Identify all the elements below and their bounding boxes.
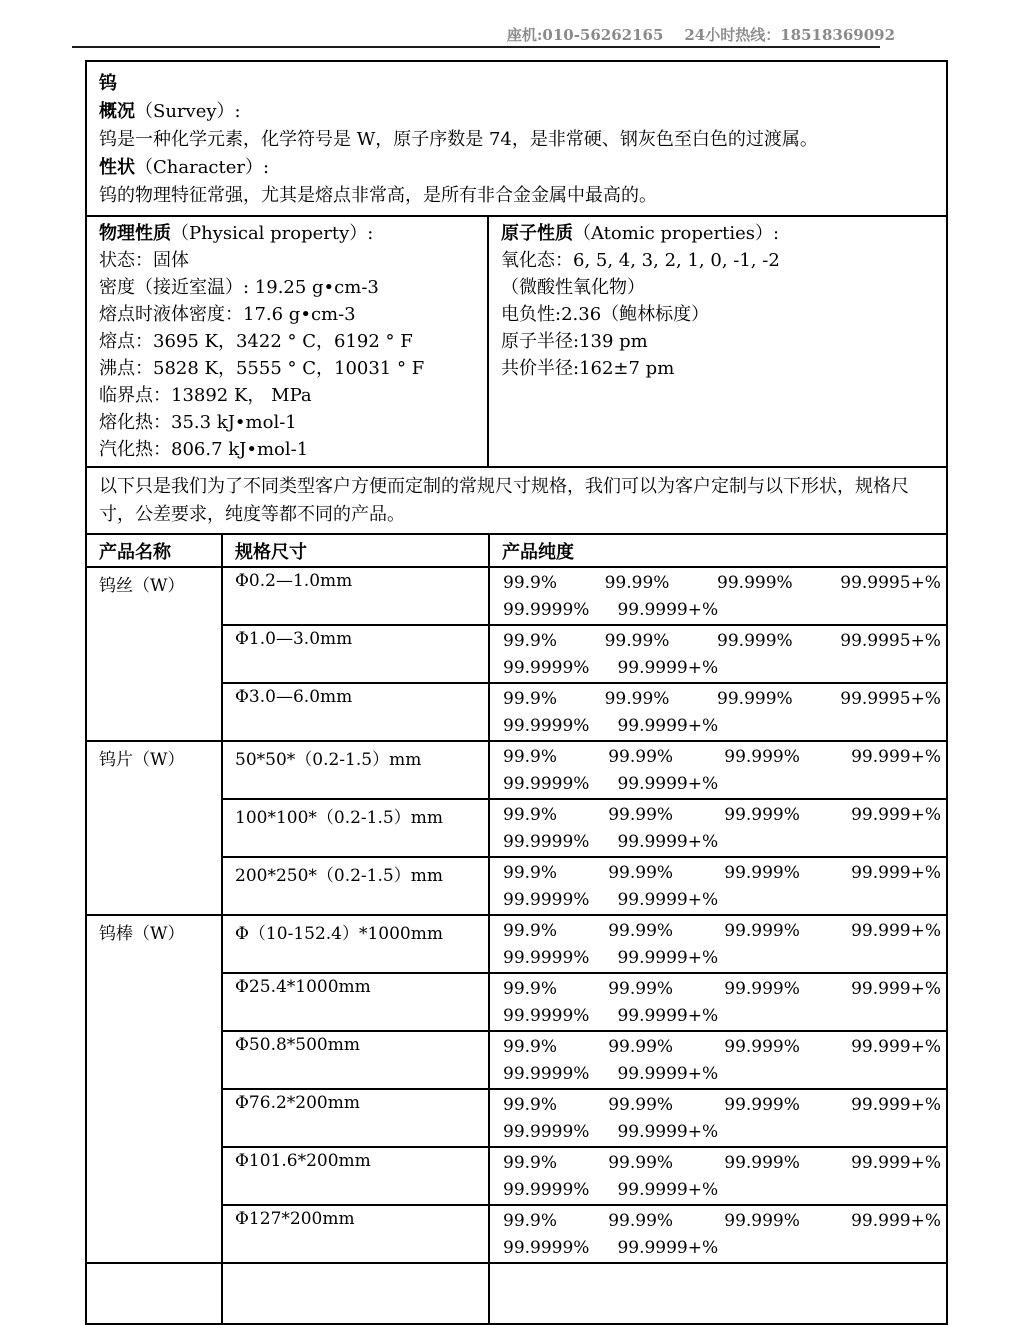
atomic-properties-suffix: （Atomic properties）:	[573, 223, 780, 244]
survey-label: 概况	[99, 101, 135, 122]
purity-line-1	[490, 1150, 946, 1177]
purity-value: 99.9999+%	[617, 890, 719, 910]
purity-value: 99.9999+%	[617, 1238, 719, 1258]
purity-value: 99.9999+%	[617, 832, 719, 852]
purity-value: 99.9%	[503, 631, 558, 651]
product-row	[87, 741, 946, 799]
product-size-cell: Φ3.0—6.0mm	[222, 683, 489, 741]
physical-properties-list	[99, 247, 475, 463]
product-purity-cell	[489, 915, 946, 973]
purity-line-1	[490, 628, 946, 655]
purity-line-2	[490, 771, 946, 798]
survey-heading	[99, 98, 934, 126]
products-table	[87, 533, 946, 1323]
purity-line-1	[490, 918, 946, 945]
product-purity-cell	[489, 973, 946, 1031]
purity-value: 99.999%	[724, 1211, 800, 1231]
product-size-cell: Φ1.0—3.0mm	[222, 625, 489, 683]
purity-value: 99.999%	[717, 689, 793, 709]
purity-value: 99.9999%	[503, 1238, 590, 1258]
atomic-property-line: 电负性:2.36（鲍林标度）	[501, 304, 710, 325]
product-row	[87, 567, 946, 625]
product-purity-cell	[489, 799, 946, 857]
purity-value: 99.999%	[724, 1153, 800, 1173]
purity-line-1	[490, 570, 946, 597]
purity-line-1	[490, 686, 946, 713]
purity-value: 99.9%	[503, 805, 558, 825]
purity-value: 99.9%	[503, 1211, 558, 1231]
product-purity-cell	[489, 1205, 946, 1263]
purity-line-2	[490, 1235, 946, 1262]
atomic-property-line: 氧化态：6, 5, 4, 3, 2, 1, 0, -1, -2	[501, 250, 780, 271]
document-frame	[85, 60, 948, 1325]
atomic-property-line: 共价半径:162±7 pm	[501, 358, 675, 379]
purity-value: 99.9999+%	[617, 1122, 719, 1142]
product-name-cell: 钨丝（W）	[87, 567, 222, 741]
purity-value: 99.99%	[608, 921, 674, 941]
purity-value: 99.9999%	[503, 1122, 590, 1142]
purity-value: 99.999+%	[851, 1037, 941, 1057]
purity-value: 99.999%	[724, 805, 800, 825]
survey-suffix: （Survey）:	[135, 101, 241, 122]
purity-value: 99.9999+%	[617, 948, 719, 968]
purity-value: 99.999%	[724, 863, 800, 883]
purity-line-1	[490, 1208, 946, 1235]
purity-line-2	[490, 1061, 946, 1088]
purity-value: 99.999+%	[851, 805, 941, 825]
purity-value: 99.999%	[724, 747, 800, 767]
purity-line-1	[490, 1034, 946, 1061]
physical-property-line: 熔化热：35.3 kJ•mol-1	[99, 412, 297, 433]
purity-value: 99.99%	[608, 979, 674, 999]
purity-value: 99.9995+%	[840, 631, 941, 651]
purity-value: 99.999%	[724, 979, 800, 999]
purity-value: 99.9999%	[503, 1064, 590, 1084]
purity-value: 99.999%	[717, 573, 793, 593]
purity-value: 99.99%	[608, 1153, 674, 1173]
character-heading	[99, 154, 934, 182]
purity-value: 99.999+%	[851, 747, 941, 767]
product-purity-cell	[489, 625, 946, 683]
physical-property-line: 临界点：13892 K， MPa	[99, 385, 312, 406]
product-size-cell: Φ127*200mm	[222, 1205, 489, 1263]
purity-value: 99.9999+%	[617, 1064, 719, 1084]
purity-line-1	[490, 744, 946, 771]
physical-properties-label: 物理性质	[99, 223, 171, 244]
purity-value: 99.9%	[503, 747, 558, 767]
purity-value: 99.9%	[503, 921, 558, 941]
products-table-header-row	[87, 534, 946, 567]
physical-properties-suffix: （Physical property）:	[171, 223, 374, 244]
purity-value: 99.999+%	[851, 921, 941, 941]
purity-value: 99.9%	[503, 1095, 558, 1115]
product-size-cell: Φ101.6*200mm	[222, 1147, 489, 1205]
purity-value: 99.99%	[608, 863, 674, 883]
purity-value: 99.9999+%	[617, 774, 719, 794]
purity-value: 99.999+%	[851, 979, 941, 999]
physical-property-line: 沸点：5828 K，5555 ° C，10031 ° F	[99, 358, 425, 379]
purity-value: 99.9%	[503, 863, 558, 883]
purity-value: 99.99%	[608, 1211, 674, 1231]
physical-property-line: 熔点时液体密度：17.6 g•cm-3	[99, 304, 356, 325]
col-header-product-name: 产品名称	[87, 534, 222, 567]
atomic-property-line: 原子半径:139 pm	[501, 331, 648, 352]
purity-value: 99.999%	[724, 1037, 800, 1057]
header-divider	[72, 46, 880, 48]
product-size-cell: Φ25.4*1000mm	[222, 973, 489, 1031]
purity-line-2	[490, 887, 946, 914]
purity-value: 99.99%	[608, 805, 674, 825]
purity-line-2	[490, 1177, 946, 1204]
character-text: 钨的物理特征常强，尤其是熔点非常高，是所有非合金金属中最高的。	[99, 185, 657, 206]
contact-phone-header: 座机:010-56262165 24小时热线：18518369092	[506, 26, 895, 44]
purity-value: 99.99%	[604, 631, 670, 651]
purity-value: 99.9999+%	[617, 1180, 719, 1200]
product-size-cell: 200*250*（0.2-1.5）mm	[222, 857, 489, 915]
character-label: 性状	[99, 157, 135, 178]
product-size-cell: 100*100*（0.2-1.5）mm	[222, 799, 489, 857]
purity-value: 99.999+%	[851, 1095, 941, 1115]
purity-line-2	[490, 829, 946, 856]
purity-line-2	[490, 1119, 946, 1146]
purity-value: 99.999%	[724, 921, 800, 941]
physical-property-line: 熔点：3695 K，3422 ° C，6192 ° F	[99, 331, 413, 352]
product-size-cell: Φ（10-152.4）*1000mm	[222, 915, 489, 973]
purity-value: 99.9999+%	[617, 1006, 719, 1026]
product-purity-cell	[489, 567, 946, 625]
purity-line-1	[490, 976, 946, 1003]
element-title: 钨	[99, 73, 117, 94]
product-size-cell: 50*50*（0.2-1.5）mm	[222, 741, 489, 799]
purity-value: 99.9995+%	[840, 573, 941, 593]
product-purity-cell	[489, 1147, 946, 1205]
purity-value: 99.9%	[503, 1037, 558, 1057]
product-row	[87, 915, 946, 973]
purity-line-2	[490, 597, 946, 624]
purity-value: 99.9%	[503, 573, 558, 593]
atomic-properties-heading	[501, 220, 934, 247]
purity-value: 99.99%	[604, 689, 670, 709]
purity-line-1	[490, 1092, 946, 1119]
product-name-cell: 钨片（W）	[87, 741, 222, 915]
purity-value: 99.9995+%	[840, 689, 941, 709]
purity-line-1	[490, 860, 946, 887]
purity-value: 99.999+%	[851, 1211, 941, 1231]
product-size-cell: Φ50.8*500mm	[222, 1031, 489, 1089]
purity-line-2	[490, 945, 946, 972]
properties-section	[87, 215, 946, 466]
purity-value: 99.99%	[608, 747, 674, 767]
purity-line-1	[490, 802, 946, 829]
purity-value: 99.9999%	[503, 1006, 590, 1026]
atomic-properties-column	[489, 217, 946, 466]
customization-note: 以下只是我们为了不同类型客户方便而定制的常规尺寸规格，我们可以为客户定制与以下形状，规格尺寸，公差要求，纯度等都不同的产品。	[87, 466, 946, 533]
table-continuation-row	[87, 1263, 946, 1323]
purity-value: 99.99%	[604, 573, 670, 593]
purity-value: 99.99%	[608, 1095, 674, 1115]
atomic-properties-list	[501, 247, 934, 382]
purity-value: 99.9999%	[503, 716, 590, 736]
purity-line-2	[490, 713, 946, 740]
purity-value: 99.9999%	[503, 832, 590, 852]
purity-value: 99.9999%	[503, 600, 590, 620]
purity-value: 99.9999+%	[617, 658, 719, 678]
product-size-cell: Φ76.2*200mm	[222, 1089, 489, 1147]
purity-value: 99.9999%	[503, 658, 590, 678]
physical-properties-column	[87, 217, 489, 466]
intro-section	[87, 62, 946, 215]
col-header-purity: 产品纯度	[489, 534, 946, 567]
physical-property-line: 汽化热：806.7 kJ•mol-1	[99, 439, 309, 460]
purity-value: 99.9%	[503, 689, 558, 709]
purity-value: 99.9999+%	[617, 716, 719, 736]
purity-value: 99.9999%	[503, 890, 590, 910]
purity-value: 99.99%	[608, 1037, 674, 1057]
purity-value: 99.9999%	[503, 774, 590, 794]
empty-cell	[489, 1263, 946, 1323]
purity-value: 99.999+%	[851, 1153, 941, 1173]
empty-cell	[87, 1263, 222, 1323]
purity-value: 99.9%	[503, 1153, 558, 1173]
product-purity-cell	[489, 683, 946, 741]
product-purity-cell	[489, 741, 946, 799]
character-suffix: （Character）:	[135, 157, 270, 178]
physical-property-line: 密度（接近室温）: 19.25 g•cm-3	[99, 277, 379, 298]
product-purity-cell	[489, 1031, 946, 1089]
empty-cell	[222, 1263, 489, 1323]
product-size-cell: Φ0.2—1.0mm	[222, 567, 489, 625]
purity-line-2	[490, 655, 946, 682]
purity-value: 99.999%	[724, 1095, 800, 1115]
atomic-properties-label: 原子性质	[501, 223, 573, 244]
purity-value: 99.9999+%	[617, 600, 719, 620]
physical-properties-heading	[99, 220, 475, 247]
col-header-spec-size: 规格尺寸	[222, 534, 489, 567]
purity-value: 99.999%	[717, 631, 793, 651]
atomic-property-line: （微酸性氧化物）	[501, 277, 645, 298]
purity-line-2	[490, 1003, 946, 1030]
survey-text: 钨是一种化学元素，化学符号是 W，原子序数是 74，是非常硬、钢灰色至白色的过渡属。	[99, 129, 818, 150]
physical-property-line: 状态：固体	[99, 250, 189, 271]
product-purity-cell	[489, 857, 946, 915]
product-name-cell: 钨棒（W）	[87, 915, 222, 1263]
purity-value: 99.9999%	[503, 1180, 590, 1200]
purity-value: 99.9999%	[503, 948, 590, 968]
purity-value: 99.999+%	[851, 863, 941, 883]
purity-value: 99.9%	[503, 979, 558, 999]
product-purity-cell	[489, 1089, 946, 1147]
